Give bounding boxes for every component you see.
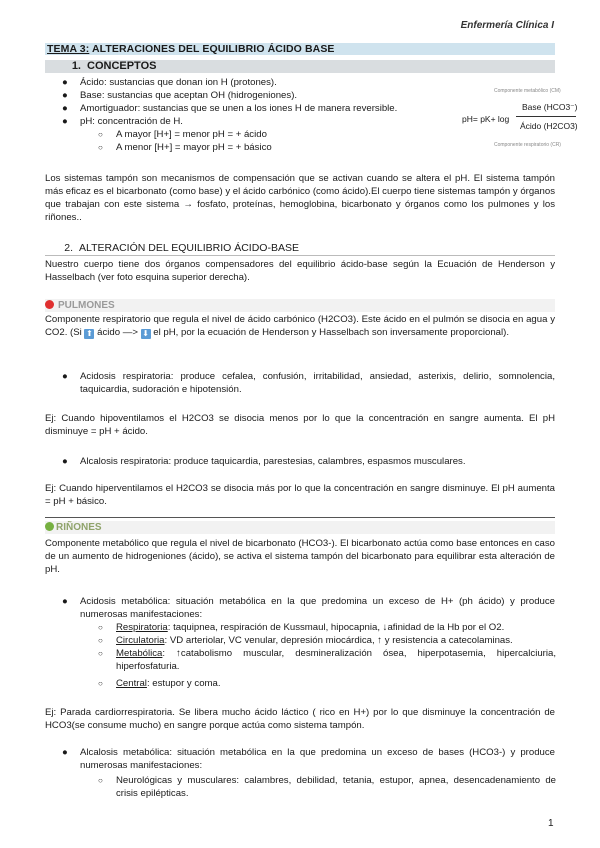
formula-denominator: Ácido (H2CO3) bbox=[520, 121, 578, 131]
list-item: ● Alcalosis metabólica: situación metabólica en la que predomina un exceso de bases (HCO3-) y produce numerosas manifestaciones: bbox=[62, 747, 555, 771]
text-central: : estupor y coma. bbox=[146, 678, 221, 689]
section-number: 1. bbox=[71, 60, 81, 72]
term-central: Central bbox=[116, 678, 147, 689]
term-metabolica: Metabólica bbox=[116, 648, 163, 659]
term-respiratoria: Respiratoria bbox=[116, 622, 168, 633]
kidneys-label: RIÑONES bbox=[56, 522, 102, 533]
section2-paragraph: Nuestro cuerpo tiene dos órganos compensadores del equilibrio ácido-base según la Ecuación de Henderson y Hasselbach (ver foto esquina superior derecha). bbox=[45, 259, 555, 283]
section-label: ALTERACIÓN DEL EQUILIBRIO ÁCIDO-BASE bbox=[79, 242, 299, 254]
formula-bottom-label: Componente respiratorio (CR) bbox=[494, 142, 561, 148]
list-item: ● Ácido: sustancias que donan ion H (protones). bbox=[62, 77, 277, 88]
red-circle-icon bbox=[45, 300, 54, 309]
lungs-example-1: Ej: Cuando hipoventilamos el H2CO3 se disocia menos por lo que la concentración en sangre aumenta. El pH disminuye = pH + ácido. bbox=[45, 413, 555, 437]
lungs-label: PULMONES bbox=[58, 300, 115, 311]
ph-higher-acid: A mayor [H+] = menor pH = + ácido bbox=[116, 129, 267, 140]
list-item: ○ Circulatoria: VD arteriolar, VC venular, depresión miocárdica, ↑ y resistencia a catecolaminas. bbox=[98, 635, 513, 646]
metabolic-alkalosis: Alcalosis metabólica: situación metabólica en la que predomina un exceso de bases (HCO3-) y produce numerosas manifestaciones: bbox=[80, 747, 555, 771]
list-item: ○ A menor [H+] = mayor pH = + básico bbox=[98, 142, 272, 153]
page-number: 1 bbox=[548, 818, 554, 829]
running-header: Enfermería Clínica I bbox=[460, 20, 554, 31]
section-heading-alteration bbox=[45, 242, 555, 256]
lungs-heading bbox=[45, 299, 555, 312]
title-prefix: TEMA 3: bbox=[47, 43, 90, 55]
title-text: ALTERACIONES DEL EQUILIBRIO ÁCIDO BASE bbox=[89, 43, 335, 55]
lungs-para-c: el pH, por la ecuación de Henderson y Hasselbach son inversamente proporcional). bbox=[153, 327, 509, 338]
section-label: CONCEPTOS bbox=[87, 60, 157, 72]
arrow-up-icon: ⬆ bbox=[86, 329, 93, 338]
lungs-para-b: ácido —> bbox=[97, 327, 138, 338]
lungs-example-2: Ej: Cuando hiperventilamos el H2CO3 se disocia más por lo que la concentración en sangre disminuye. El pH aumenta = pH + básico. bbox=[45, 483, 555, 507]
henderson-hasselbach-formula bbox=[456, 88, 576, 158]
term-circulatoria: Circulatoria bbox=[116, 635, 165, 646]
list-item: ● Alcalosis respiratoria: produce taquicardia, parestesias, calambres, espasmos musculares. bbox=[62, 456, 466, 467]
list-item: ● pH: concentración de H. bbox=[62, 116, 183, 127]
concept-acid: Ácido: sustancias que donan ion H (protones). bbox=[80, 77, 277, 88]
lungs-paragraph bbox=[45, 313, 555, 339]
kidneys-example: Ej: Parada cardiorrespiratoria. Se libera mucho ácido láctico ( rico en H+) por lo que disminuye la concentración de HCO3(se consume mucho) en sangre porque actúa como sistema tampón. bbox=[45, 707, 555, 731]
formula-top-label: Componente metabólico (CM) bbox=[494, 88, 561, 94]
formula-lhs: pH= pK+ log bbox=[462, 114, 510, 124]
divider bbox=[45, 517, 555, 518]
section-number: 2. bbox=[64, 242, 73, 254]
ph-lower-basic: A menor [H+] = mayor pH = + básico bbox=[116, 142, 272, 153]
lungs-para-a: Componente respiratorio que regula el nivel de ácido carbónico (H2CO3). Este ácido en el pulmón se disocia en agua y CO2. (Si bbox=[45, 314, 555, 338]
list-item: ○ A mayor [H+] = menor pH = + ácido bbox=[98, 129, 267, 140]
fraction-bar bbox=[516, 116, 576, 117]
concept-base: Base: sustancias que aceptan OH (hidrogeniones). bbox=[80, 90, 298, 101]
list-item: ● Base: sustancias que aceptan OH (hidrogeniones). bbox=[62, 90, 298, 101]
list-item: ○ Neurológicas y musculares: calambres, debilidad, tetania, estupor, apnea, desencadenamiento de crisis epilépticas. bbox=[98, 775, 556, 799]
text-circulatoria: : VD arteriolar, VC venular, depresión miocárdica, ↑ y resistencia a catecolaminas. bbox=[164, 635, 513, 646]
text-respiratoria: : taquipnea, respiración de Kussmaul, hipocapnia, ↓afinidad de la Hb por el O2. bbox=[167, 622, 505, 633]
list-item: ● Acidosis metabólica: situación metabólica en la que predomina un exceso de H+ (ph ácido) y produce numerosas manifestaciones: bbox=[62, 596, 555, 620]
formula-numerator: Base (HCO3⁻) bbox=[522, 102, 578, 112]
kidneys-paragraph: Componente metabólico que regula el nivel de bicarbonato (HCO3-). El bicarbonato actúa como base entonces en caso de un aumento de hidrogeniones (ácido), se activa el sistema tampón del bicarbonato para equilibrar esta alteración de pH. bbox=[45, 538, 555, 575]
kidneys-heading bbox=[45, 521, 555, 534]
list-item: ● Acidosis respiratoria: produce cefalea, confusión, irritabilidad, ansiedad, asterixis, delirio, somnolencia, taquicardia, sudoración e hipotensión. bbox=[62, 371, 555, 395]
respiratory-acidosis: Acidosis respiratoria: produce cefalea, confusión, irritabilidad, ansiedad, asterixis, delirio, somnolencia, taquicardia, sudoración e hipotensión. bbox=[80, 371, 555, 395]
neuro-muscular: Neurológicas y musculares: calambres, debilidad, tetania, estupor, apnea, desencadenamiento de crisis epilépticas. bbox=[116, 775, 556, 799]
metabolic-acidosis: Acidosis metabólica: situación metabólica en la que predomina un exceso de H+ (ph ácido) y produce numerosas manifestaciones: bbox=[80, 596, 555, 620]
respiratory-alkalosis: Alcalosis respiratoria: produce taquicardia, parestesias, calambres, espasmos musculares. bbox=[80, 456, 466, 467]
intro-paragraph: Los sistemas tampón son mecanismos de compensación que se activan cuando se altera el pH. El sistema tampón más eficaz es el bicarbonato (como base) y el ácido carbónico (como ácido).El cuerpo tiene sistemas tampón y órganos que trabajan con este sistema → fosfato, proteínas, hemoglobina, bicarbonato y órganos como los pulmones y los riñones.. bbox=[45, 173, 555, 223]
green-circle-icon bbox=[45, 522, 54, 531]
section-heading-concepts bbox=[45, 60, 555, 73]
list-item: ○ Respiratoria: taquipnea, respiración de Kussmaul, hipocapnia, ↓afinidad de la Hb por el O2. bbox=[98, 622, 505, 633]
concept-ph: pH: concentración de H. bbox=[80, 116, 183, 127]
arrow-down-icon: ⬇ bbox=[142, 329, 149, 338]
list-item: ○ Metabólica: ↑catabolismo muscular, desmineralización ósea, hiperpotasemia, hipercalciuria, hiperfosfaturia. bbox=[98, 648, 556, 672]
concept-buffer: Amortiguador: sustancias que se unen a los iones H de manera reversible. bbox=[80, 103, 398, 114]
text-metabolica: : ↑catabolismo muscular, desmineralización ósea, hiperpotasemia, hipercalciuria, hiperfosfaturia. bbox=[116, 648, 556, 672]
list-item: ● Amortiguador: sustancias que se unen a los iones H de manera reversible. bbox=[62, 103, 398, 114]
list-item: ○ Central: estupor y coma. bbox=[98, 678, 221, 689]
document-title bbox=[45, 43, 555, 55]
